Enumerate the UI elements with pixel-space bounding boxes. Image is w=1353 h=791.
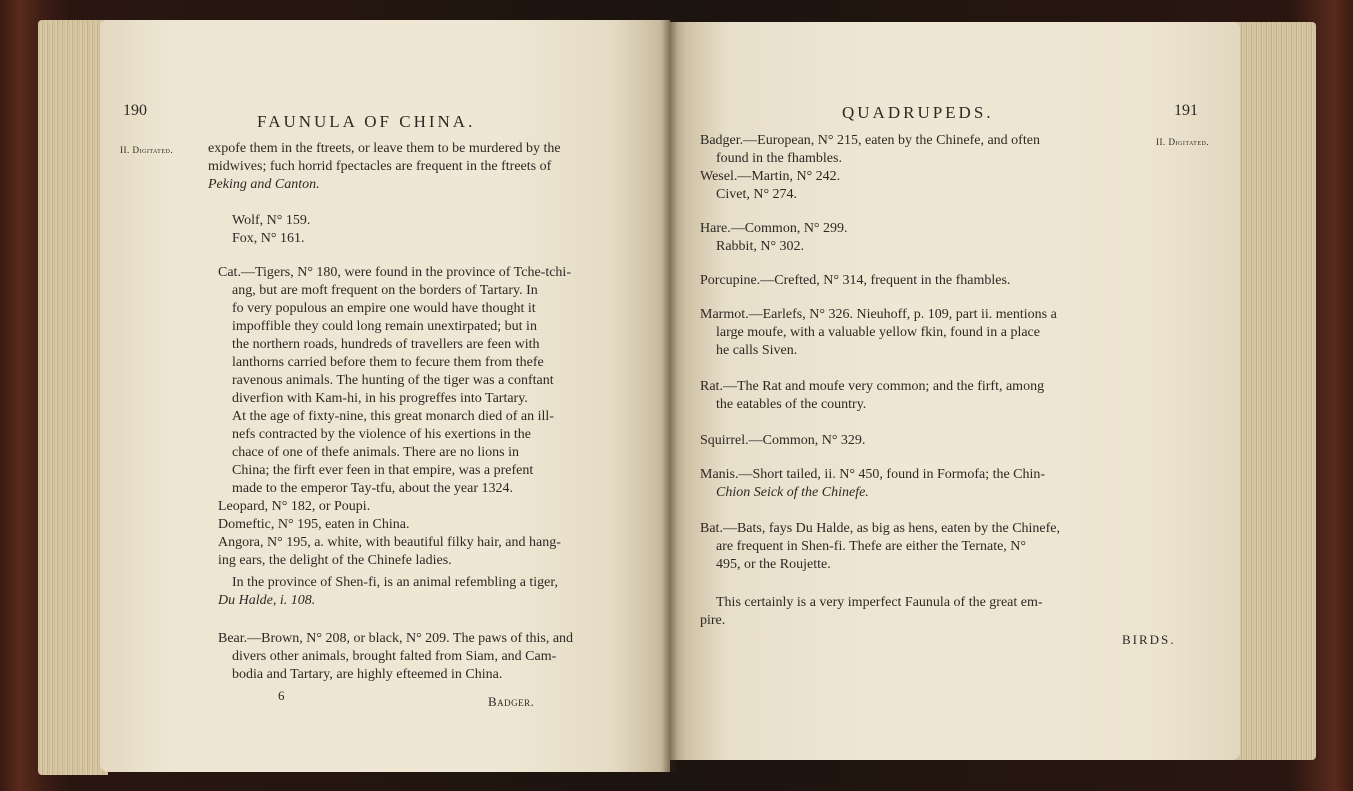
left-line: divers other animals, brought falted from Siam, and Cam- (232, 649, 557, 664)
right-line: Badger.—European, N° 215, eaten by the Chinefe, and often (700, 133, 1040, 148)
right-line: the eatables of the country. (716, 397, 867, 412)
right-line: 495, or the Roujette. (716, 557, 831, 572)
left-line: Wolf, N° 159. (232, 213, 311, 228)
right-line: Manis.—Short tailed, ii. N° 450, found in Formofa; the Chin- (700, 467, 1046, 482)
book-gutter (662, 20, 678, 772)
left-running-head: FAUNULA OF CHINA. (257, 112, 476, 131)
left-line: ing ears, the delight of the Chinefe ladies. (218, 553, 452, 568)
right-line: Civet, N° 274. (716, 187, 798, 202)
left-line: bodia and Tartary, are highly efteemed in China. (232, 667, 503, 682)
left-signature: 6 (278, 688, 285, 703)
right-line: Rabbit, N° 302. (716, 239, 805, 254)
right-line: found in the fhambles. (716, 151, 842, 166)
right-line: Chion Seick of the Chinefe. (716, 485, 869, 500)
right-line: This certainly is a very imperfect Faunula of the great em- (716, 595, 1043, 610)
left-line: In the province of Shen-fi, is an animal refembling a tiger, (232, 575, 558, 590)
right-line: Hare.—Common, N° 299. (700, 221, 848, 236)
right-line: large moufe, with a valuable yellow fkin, found in a place (716, 325, 1040, 340)
left-line: chace of one of thefe animals. There are no lions in (232, 445, 520, 460)
left-line: At the age of fixty-nine, this great monarch died of an ill- (232, 409, 554, 424)
left-line: Cat.—Tigers, N° 180, were found in the province of Tche-tchi- (218, 265, 571, 280)
right-running-head: QUADRUPEDS. (842, 103, 994, 122)
left-margin-note: II. Digitated. (120, 145, 174, 155)
right-page-edges (1232, 22, 1316, 760)
left-line: made to the emperor Tay-tfu, about the year 1324. (232, 481, 513, 496)
left-page-number: 190 (123, 102, 147, 119)
right-catchword: BIRDS. (1122, 632, 1176, 647)
right-line: Squirrel.—Common, N° 329. (700, 433, 866, 448)
right-line: Porcupine.—Crefted, N° 314, frequent in the fhambles. (700, 273, 1011, 288)
left-line: Bear.—Brown, N° 208, or black, N° 209. The paws of this, and (218, 631, 574, 646)
right-line: Marmot.—Earlefs, N° 326. Nieuhoff, p. 109, part ii. mentions a (700, 307, 1057, 322)
left-line: ravenous animals. The hunting of the tiger was a conftant (232, 373, 554, 388)
right-margin-note: II. Digitated. (1156, 137, 1210, 147)
right-line: Rat.—The Rat and moufe very common; and the firft, among (700, 379, 1045, 394)
left-line: Leopard, N° 182, or Poupi. (218, 499, 371, 514)
right-line: he calls Siven. (716, 343, 798, 358)
right-page-number: 191 (1174, 102, 1198, 119)
left-line: lanthorns carried before them to fecure them from thefe (232, 355, 544, 370)
left-line: midwives; fuch horrid fpectacles are frequent in the ftreets of (208, 159, 552, 174)
left-line: nefs contracted by the violence of his exertions in the (232, 427, 531, 442)
left-line: expofe them in the ftreets, or leave them to be murdered by the (208, 141, 561, 156)
left-line: Fox, N° 161. (232, 231, 305, 246)
left-line: Angora, N° 195, a. white, with beautiful filky hair, and hang- (218, 535, 561, 550)
left-line: Du Halde, i. 108. (218, 593, 316, 608)
right-line: Wesel.—Martin, N° 242. (700, 169, 841, 184)
left-line: diverfion with Kam-hi, in his progreffes into Tartary. (232, 391, 528, 406)
left-line: China; the firft ever feen in that empire, was a prefent (232, 463, 534, 478)
right-line: Bat.—Bats, fays Du Halde, as big as hens, eaten by the Chinefe, (700, 521, 1061, 536)
left-line: Domeftic, N° 195, eaten in China. (218, 517, 410, 532)
left-catchword: Badger. (488, 694, 535, 709)
right-line: are frequent in Shen-fi. Thefe are either the Ternate, N° (716, 539, 1027, 554)
left-line: impoffible they could long remain unextirpated; but in (232, 319, 537, 334)
left-line: ang, but are moft frequent on the borders of Tartary. In (232, 283, 538, 298)
left-line: Peking and Canton. (208, 177, 320, 192)
left-page-edges (38, 20, 108, 775)
left-line: fo very populous an empire one would have thought it (232, 301, 536, 316)
right-line: pire. (700, 613, 726, 628)
left-line: the northern roads, hundreds of travellers are feen with (232, 337, 540, 352)
